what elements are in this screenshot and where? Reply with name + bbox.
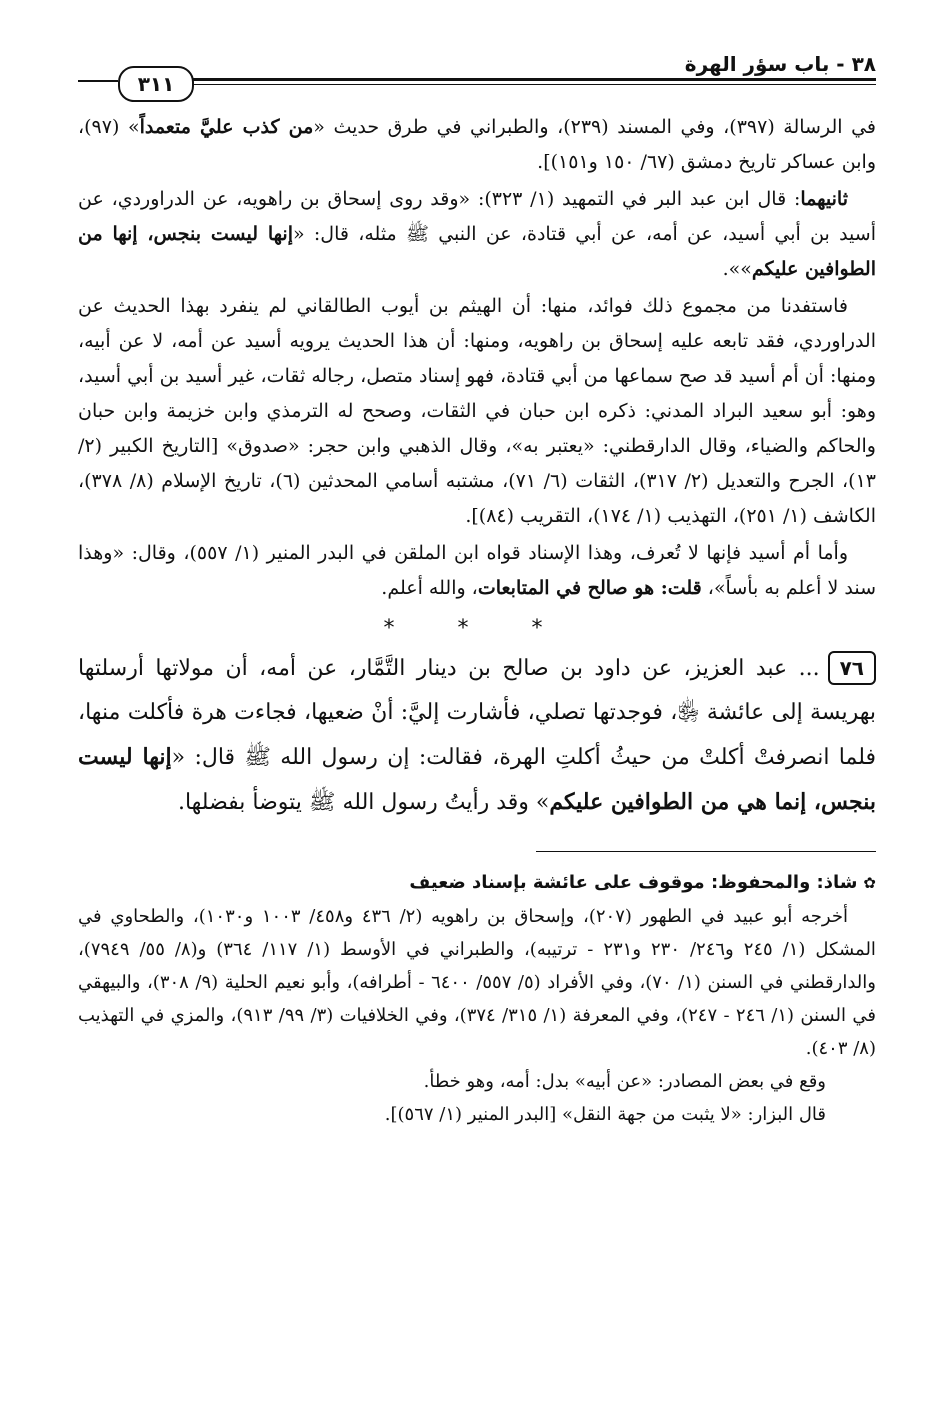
header-rule [188,78,876,81]
page-number: ٣١١ [118,66,194,102]
footnote-divider [536,851,876,852]
page-header [78,40,876,110]
bold-hadith-text: من كذب عليَّ متعمداً [139,116,314,138]
takhrij-paragraph: أخرجه أبو عبيد في الطهور (٢٠٧)، وإسحاق بن راهويه (٢/ ٤٣٦ و٤٥٨/ ١٠٠٣ و١٠٣٠)، والطحاوي في المشكل (١/ ٢٤٥ و٢٤٦/ ٢٣٠ و٢٣١ - ترتيبه)، والطبراني في الأوسط (١/ ١١٧/ ٣٦٤) و(٨/ ٥٥/ ٧٩٤٩)، والدارقطني في السنن (١/ ٧٠)، وفي الأفراد (٥/ ٥٥٧/ ٦٤٠٠ - أطرافه)، وأبو نعيم الحلية (٩/ ٣٠٨)، والبيهقي في السنن (١/ ٢٤٦ - ٢٤٧)، وفي المعرفة (١/ ٣١٥/ ٣٧٤)، وفي الخلافيات (٣/ ٩٩/ ٩١٣)، والمزي في التهذيب (٨/ ٤٠٣). [78,906,876,1059]
bold-hadith-text: إنها ليست بنجس، إنما هي من الطوافين عليكم [78,744,876,815]
hadith-text [78,647,876,825]
paragraph-2 [78,182,876,287]
bold-heading-word: ثانيهما [800,188,848,210]
flower-icon: ✿ [863,874,876,892]
text-run: » وقد رأيتُ رسول الله ﷺ يتوضأ بفضلها. [177,790,550,815]
note-line: وقع في بعض المصادر: «عن أبيه» بدل: أمه، وهو خطأ. [423,1071,826,1092]
text-run: ... عبد العزيز، عن داود بن صالح بن دينار التَّمَّار، عن أمه، أن مولاتها أرسلتها بهريسة إلى عائشة ﵂، فوجدتها تصلي، فأشارت إليَّ: أنْ ضعيها، فجاءت هرة فأكلت منها، فلما انصرفتْ أكلتْ من حيثُ أكلتِ الهرة، فقالت: إن رسول الله ﷺ قال: « [78,656,877,770]
text-run: » (٩٧)، وابن عساكر تاريخ دمشق (٦٧/ ١٥٠ و١٥١)]. [78,116,876,173]
text-run: فاستفدنا من مجموع ذلك فوائد، منها: أن الهيثم بن أيوب الطالقاني لم ينفرد بهذا الحديث عن الدراوردي، فقد تابعه عليه إسحاق بن راهويه، ومنها: أن هذا الحديث يرويه أسيد عن أمه، لا عن أبيه، ومنها: أن أم أسيد قد صح سماعها من أبي قتادة، فهو إسناد متصل، رجاله ثقات، غير أسيد بن أبي أسيد، وهو: أبو سعيد البراد المدني: ذكره ابن حبان في الثقات، وصحح له الترمذي وابن خزيمة وابن حبان والحاكم والضياء، وقال الدارقطني: «يعتبر به»، وقال الذهبي وابن حجر: «صدوق» [التاريخ الكبير (٢/ ١٣)، الجرح والتعديل (٢/ ٣١٧)، الثقات (٦/ ٧١)، مشتبه أسامي المحدثين (٦)، تاريخ الإسلام (٨/ ٣٧٨)، الكاشف (١/ ٢٥١)، التهذيب (١/ ١٧٤)، التقريب (٨٤)]. [78,295,876,527]
bold-hadith-text: إنها ليست بنجس، إنها من الطوافين عليكم [78,223,876,280]
header-rule-thin [188,84,876,85]
text-run: : قال ابن عبد البر في التمهيد (١/ ٣٢٣): «وقد روى إسحاق بن راهويه، عن الدراوردي، عن أسيد بن أبي أسيد، عن أمه، عن أبي قتادة، عن النبي ﷺ مثله، قال: « [78,188,876,245]
bold-verdict: قلت: هو صالح في المتابعات [477,577,702,599]
text-run: في الرسالة (٣٩٧)، وفي المسند (٢٣٩)، والطبراني في طرق حديث « [313,116,876,138]
running-title: ٣٨ - باب سؤر الهرة [684,52,876,76]
hadith-number: ٧٦ [828,651,876,685]
main-text [78,110,876,606]
grade-text: شاذ: والمحفوظ: موقوف على عائشة بإسناد ضعيف [409,872,858,893]
text-run: ، والله أعلم. [381,577,478,599]
section-separator: * * * [383,616,571,641]
text-run: وأما أم أسيد فإنها لا تُعرف، وهذا الإسناد قواه ابن الملقن في البدر المنير (١/ ٥٥٧)، وقال: «وهذا سند لا أعلم به بأساً»، [78,542,876,599]
grade-line [78,866,876,900]
paragraph-1 [78,110,876,180]
header-rule-left [78,80,118,82]
text-run: »». [722,258,752,280]
note-line: قال البزار: «لا يثبت من جهة النقل» [البدر المنير (١/ ٥٦٧)]. [384,1104,826,1125]
paragraph-3 [78,289,876,534]
paragraph-4 [78,536,876,606]
takhrij-notes [78,866,876,1131]
